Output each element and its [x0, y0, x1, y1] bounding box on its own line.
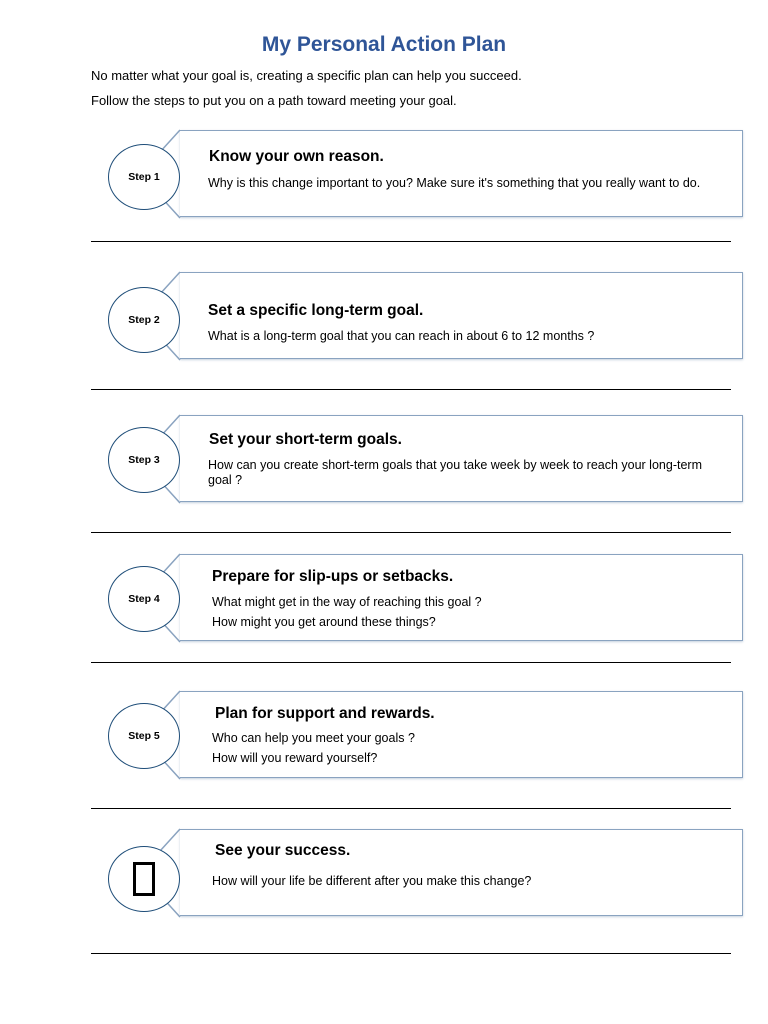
- step-2-description: What is a long-term goal that you can reach in about 6 to 12 months ?: [208, 329, 595, 343]
- step-4-description-1: What might get in the way of reaching this goal ?: [212, 595, 482, 609]
- divider-4: [91, 662, 731, 663]
- step-4-circle: [108, 566, 180, 632]
- divider-3: [91, 532, 731, 533]
- page-title: My Personal Action Plan: [261, 33, 507, 56]
- step-3-description: How can you create short-term goals that you take week by week to reach your long-term goal ?: [208, 458, 702, 487]
- step-5-description-1: Who can help you meet your goals ?: [212, 731, 415, 745]
- step-4-description-2: How might you get around these things?: [212, 615, 436, 629]
- step-5-circle: [108, 703, 180, 769]
- step-6-heading: See your success.: [215, 842, 351, 859]
- step-4-heading: Prepare for slip-ups or setbacks.: [212, 568, 454, 585]
- step-6-circle: [108, 846, 180, 912]
- step-2-label: Step 2: [128, 314, 160, 326]
- step-5-description-2: How will you reward yourself?: [212, 751, 378, 765]
- step-1-box: [180, 130, 743, 217]
- intro-line-2: Follow the steps to put you on a path toward meeting your goal.: [91, 93, 457, 108]
- step-4-label: Step 4: [128, 593, 160, 605]
- step-5-heading: Plan for support and rewards.: [215, 705, 435, 722]
- step-1-heading: Know your own reason.: [209, 148, 384, 165]
- divider-5: [91, 808, 731, 809]
- divider-6: [91, 953, 731, 954]
- step-2-circle: [108, 287, 180, 353]
- step-1-label: Step 1: [128, 171, 160, 183]
- divider-1: [91, 241, 731, 242]
- step-1-description: Why is this change important to you? Make sure it's something that you really want to do.: [208, 176, 701, 190]
- step-6-description: How will your life be different after you make this change?: [212, 874, 532, 888]
- step-1-circle: [108, 144, 180, 210]
- step-3-label: Step 3: [128, 454, 160, 466]
- missing-glyph-icon: [133, 862, 155, 896]
- step-3-circle: [108, 427, 180, 493]
- step-3-heading: Set your short-term goals.: [209, 431, 402, 448]
- step-5-label: Step 5: [128, 730, 160, 742]
- step-2-heading: Set a specific long-term goal.: [208, 302, 424, 319]
- intro-line-1: No matter what your goal is, creating a specific plan can help you succeed.: [91, 68, 522, 83]
- divider-2: [91, 389, 731, 390]
